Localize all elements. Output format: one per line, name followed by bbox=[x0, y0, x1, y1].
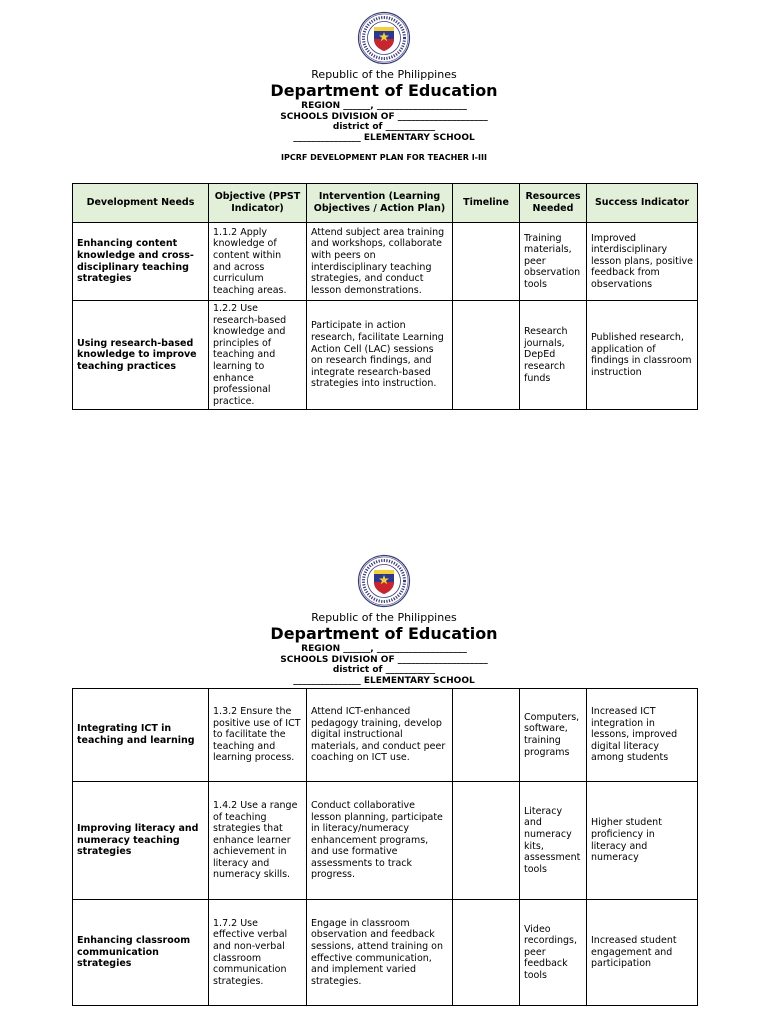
row-need: Integrating ICT in teaching and learning bbox=[73, 689, 209, 782]
row-timeline bbox=[453, 689, 520, 782]
development-plan-table-page2 bbox=[72, 688, 698, 1006]
plan-title: IPCRF DEVELOPMENT PLAN FOR TEACHER I-III bbox=[281, 153, 487, 162]
row-intervention: Attend subject area training and workshops, collaborate with peers on interdisciplinary teaching strategies, and conduct lesson demonstrations. bbox=[307, 223, 453, 301]
table-header-row bbox=[73, 184, 698, 223]
row-success: Published research, application of findings in classroom instruction bbox=[587, 301, 698, 410]
row-success: Higher student proficiency in literacy and numeracy bbox=[587, 782, 698, 900]
row-intervention: Engage in classroom observation and feedback sessions, attend training on effective communication, and implement varied strategies. bbox=[307, 900, 453, 1006]
header-intervention: Intervention (Learning Objectives / Action Plan) bbox=[307, 184, 453, 223]
row-success: Increased student engagement and participation bbox=[587, 900, 698, 1006]
row-resources: Literacy and numeracy kits, assessment tools bbox=[520, 782, 587, 900]
table-row bbox=[73, 689, 698, 782]
school-line: _______________ ELEMENTARY SCHOOL bbox=[293, 675, 475, 686]
row-intervention: Attend ICT-enhanced pedagogy training, develop digital instructional materials, and conduct peer coaching on ICT use. bbox=[307, 689, 453, 782]
header-development-needs: Development Needs bbox=[73, 184, 209, 223]
row-resources: Training materials, peer observation tools bbox=[520, 223, 587, 301]
row-timeline bbox=[453, 782, 520, 900]
table-row bbox=[73, 900, 698, 1006]
row-timeline bbox=[453, 900, 520, 1006]
page2-header bbox=[0, 554, 768, 686]
row-need: Improving literacy and numeracy teaching strategies bbox=[73, 782, 209, 900]
row-timeline bbox=[453, 301, 520, 410]
page1-header bbox=[0, 11, 768, 163]
row-resources: Computers, software, training programs bbox=[520, 689, 587, 782]
division-line: SCHOOLS DIVISION OF ____________________ bbox=[280, 654, 488, 665]
row-intervention: Conduct collaborative lesson planning, participate in literacy/numeracy enhancement programs, and use formative assessments to track progress. bbox=[307, 782, 453, 900]
region-line: REGION ______, ____________________ bbox=[301, 644, 467, 654]
row-objective: 1.2.2 Use research-based knowledge and principles of teaching and learning to enhance professional practice. bbox=[209, 301, 307, 410]
deped-seal-icon bbox=[357, 11, 411, 65]
department-title: Department of Education bbox=[270, 624, 498, 643]
row-timeline bbox=[453, 223, 520, 301]
header-resources: Resources Needed bbox=[520, 184, 587, 223]
department-title: Department of Education bbox=[270, 81, 498, 100]
row-need: Enhancing content knowledge and cross-disciplinary teaching strategies bbox=[73, 223, 209, 301]
row-resources: Video recordings, peer feedback tools bbox=[520, 900, 587, 1006]
header-success-indicator: Success Indicator bbox=[587, 184, 698, 223]
table-row bbox=[73, 782, 698, 900]
row-objective: 1.7.2 Use effective verbal and non-verbal classroom communication strategies. bbox=[209, 900, 307, 1006]
row-success: Improved interdisciplinary lesson plans, positive feedback from observations bbox=[587, 223, 698, 301]
row-resources: Research journals, DepEd research funds bbox=[520, 301, 587, 410]
row-objective: 1.1.2 Apply knowledge of content within and across curriculum teaching areas. bbox=[209, 223, 307, 301]
row-objective: 1.3.2 Ensure the positive use of ICT to facilitate the teaching and learning process. bbox=[209, 689, 307, 782]
republic-text: Republic of the Philippines bbox=[311, 611, 457, 624]
school-line: _______________ ELEMENTARY SCHOOL bbox=[293, 132, 475, 143]
development-plan-table-page1 bbox=[72, 183, 698, 410]
row-intervention: Participate in action research, facilitate Learning Action Cell (LAC) sessions on research findings, and integrate research-based strategies into instruction. bbox=[307, 301, 453, 410]
district-line: district of ___________ bbox=[332, 665, 436, 675]
region-line: REGION ______, ____________________ bbox=[301, 101, 467, 111]
header-objective: Objective (PPST Indicator) bbox=[209, 184, 307, 223]
row-need: Using research-based knowledge to improve teaching practices bbox=[73, 301, 209, 410]
table-row bbox=[73, 301, 698, 410]
row-need: Enhancing classroom communication strategies bbox=[73, 900, 209, 1006]
header-timeline: Timeline bbox=[453, 184, 520, 223]
republic-text: Republic of the Philippines bbox=[311, 68, 457, 81]
deped-seal-icon bbox=[357, 554, 411, 608]
row-success: Increased ICT integration in lessons, improved digital literacy among students bbox=[587, 689, 698, 782]
table-row bbox=[73, 223, 698, 301]
district-line: district of ___________ bbox=[332, 122, 436, 132]
row-objective: 1.4.2 Use a range of teaching strategies that enhance learner achievement in literacy and numeracy skills. bbox=[209, 782, 307, 900]
division-line: SCHOOLS DIVISION OF ____________________ bbox=[280, 111, 488, 122]
